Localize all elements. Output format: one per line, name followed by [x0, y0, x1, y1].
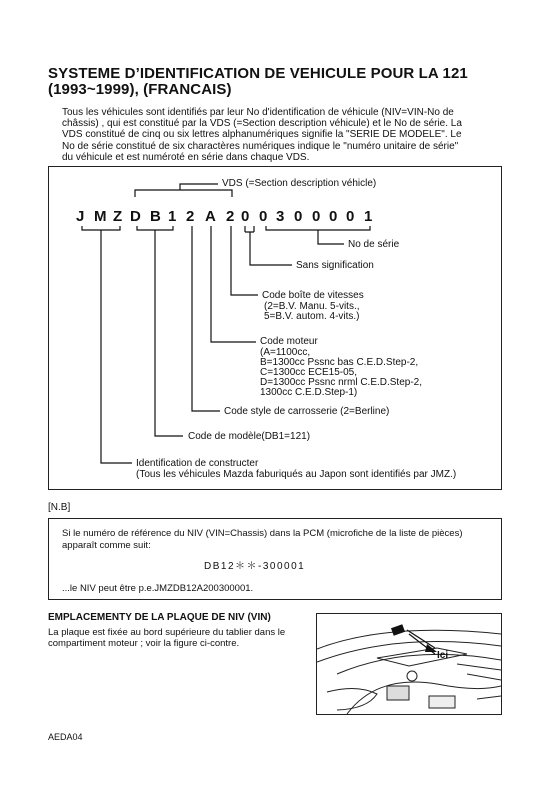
- engine-bay-figure: [316, 613, 502, 715]
- vin-char: 3: [276, 208, 285, 225]
- plate-text: La plaque est fixée au bord supérieure du tablier dans le compartiment moteur ; voir la figure ci-contre.: [48, 627, 286, 649]
- label-serial-number: No de série: [348, 239, 400, 250]
- vin-char: 0: [329, 208, 338, 225]
- vin-char: D: [130, 208, 141, 225]
- vin-char: 2: [186, 208, 195, 225]
- vin-char: 0: [346, 208, 355, 225]
- label-engine-detail: D=1300cc Pssnc nrml C.E.D.Step-2,: [260, 377, 423, 388]
- vin-char: 2: [226, 208, 235, 225]
- nb-example: ...le NIV peut être p.e.JMZDB12A200300001.: [62, 583, 254, 594]
- label-manufacturer-note: (Tous les véhicules Mazda faburiqués au Japon sont identifiés par JMZ.): [136, 469, 457, 480]
- label-body-style-code: Code style de carrosserie (2=Berline): [224, 406, 390, 417]
- vin-char: 1: [364, 208, 373, 225]
- vin-char: B: [150, 208, 161, 225]
- nb-text: Si le numéro de référence du NIV (VIN=Chassis) dans la PCM (microfiche de la liste de pièces) apparaît comme suit:: [62, 528, 463, 551]
- nb-code: DB12＊＊-300001: [204, 561, 306, 572]
- nb-tag: [N.B]: [48, 502, 71, 513]
- label-engine-detail: B=1300cc Pssnc bas C.E.D.Step-2,: [260, 357, 419, 368]
- label-engine-detail: 1300cc C.E.D.Step-1): [260, 387, 358, 398]
- vin-char: 0: [241, 208, 250, 225]
- vin-char: M: [94, 208, 107, 225]
- vin-char: J: [76, 208, 85, 225]
- vin-char: 1: [168, 208, 177, 225]
- label-engine-code: Code moteur: [260, 336, 318, 347]
- label-engine-detail: (A=1100cc,: [260, 347, 311, 358]
- label-sans-signification: Sans signification: [296, 260, 374, 271]
- engine-bay-drawing: [317, 614, 501, 714]
- label-engine-detail: C=1300cc ECE15-05,: [260, 367, 358, 378]
- label-gearbox-code: Code boîte de vitesses: [262, 290, 364, 301]
- page-title: SYSTEME D’IDENTIFICATION DE VEHICULE POUR LA 121 (1993~1999), (FRANCAIS): [48, 65, 468, 98]
- label-model-code: Code de modèle(DB1=121): [188, 431, 311, 442]
- label-gearbox-detail: 5=B.V. autom. 4-vits.): [264, 311, 360, 322]
- plate-heading: EMPLACEMENTY DE LA PLAQUE DE NIV (VIN): [48, 612, 271, 623]
- vin-char: 0: [259, 208, 268, 225]
- label-gearbox-detail: (2=B.V. Manu. 5-vits.,: [264, 301, 360, 312]
- vin-char: A: [205, 208, 216, 225]
- label-vds: VDS (=Section description véhicle): [222, 178, 377, 189]
- label-manufacturer-id: Identification de constructer: [136, 458, 259, 469]
- vin-char: 0: [312, 208, 321, 225]
- pointer-label: Ici: [437, 650, 449, 661]
- page-code: AEDA04: [48, 732, 83, 742]
- vin-char: Z: [113, 208, 123, 225]
- intro-paragraph: Tous les véhicules sont identifiés par leur No d'identification de véhicule (NIV=VIN-No de châssis) , qui est constitué par la VDS (=Section description véhicule) et le No de série. La VDS constitué de cinq ou six lettres alphanumériques signifie la "SERIE DE MODELE". Le No de série constitué de six charactères numériques indique le "numéro unitaire de série" du véhicule et est numéroté en série dans chaque VDS.: [62, 107, 462, 163]
- vin-char: 0: [294, 208, 303, 225]
